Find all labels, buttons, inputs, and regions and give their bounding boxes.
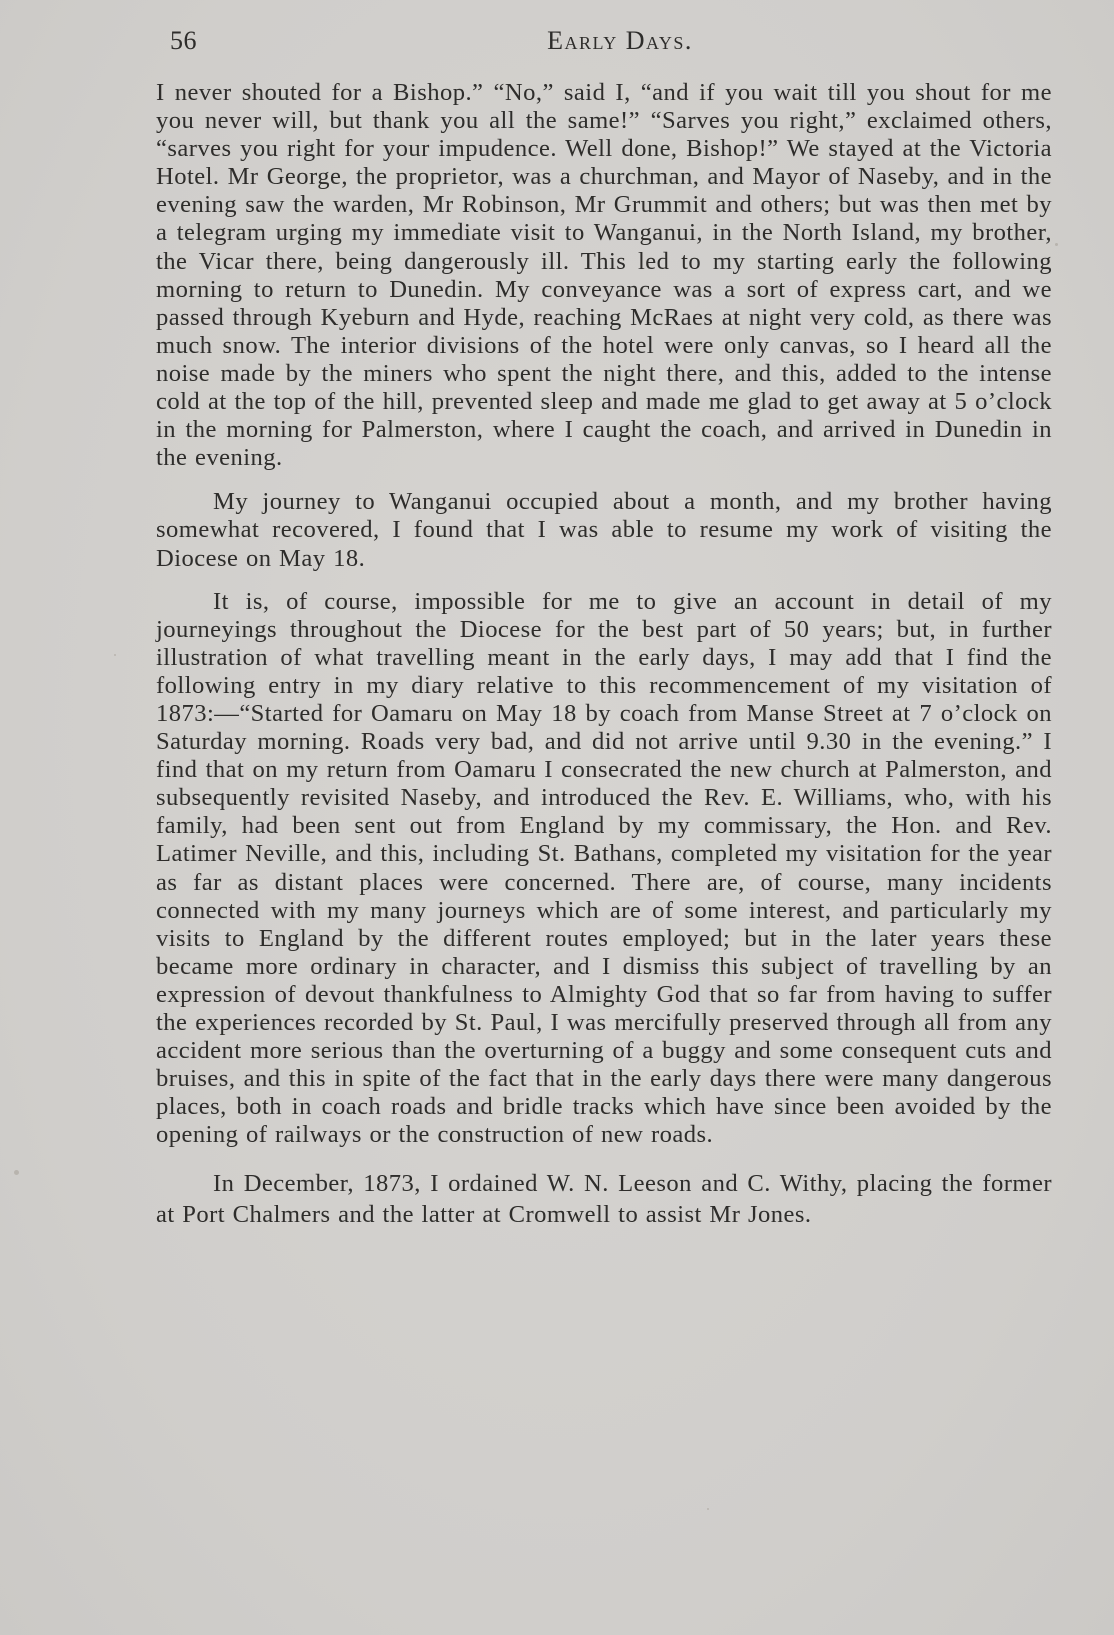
page-header [170, 26, 1040, 60]
paper-speck [114, 654, 116, 656]
paragraph-wanganui-journey: My journey to Wanganui occupied about a month, and my brother having somewhat recovered, I found that I was able to resume my work of visiting the Diocese on May 18. [156, 488, 1052, 572]
body-text [156, 79, 1052, 1230]
paragraph-journeyings: It is, of course, impossible for me to give an account in detail of my journeyings throughout the Diocese for the best part of 50 years; but, in further illustration of what travelling meant in the early days, I may add that I find the following entry in my diary relative to this recommencement of my visitation of 1873:—“Started for Oamaru on May 18 by coach from Manse Street at 7 o’clock on Saturday morning. Roads very bad, and did not arrive until 9.30 in the evening.” I find that on my return from Oamaru I consecrated the new church at Palmerston, and subsequently revisited Naseby, and introduced the Rev. E. Williams, who, with his family, had been sent out from England by my commissary, the Hon. and Rev. Latimer Neville, and this, including St. Bathans, completed my visitation for the year as far as distant places were concerned. There are, of course, many incidents connected with my many journeys which are of some interest, and particularly my visits to England by the different routes employed; but in the later years these became more ordinary in character, and I dismiss this subject of travelling by an expression of devout thankfulness to Almighty God that so far from having to suffer the experiences recorded by St. Paul, I was mercifully preserved through all from any accident more serious than the overturning of a buggy and some consequent cuts and bruises, and this in spite of the fact that in the early days there were many dangerous places, both in coach roads and bridle tracks which have since been avoided by the opening of railways or the construction of new roads. [156, 587, 1052, 1149]
page-number: 56 [170, 26, 197, 55]
paragraph-continuation: I never shouted for a Bishop.” “No,” said I, “and if you wait till you shout for me you never will, but thank you all the same!” “Sarves you right,” exclaimed others, “sarves you right for your impudence. Well done, Bishop!” We stayed at the Victoria Hotel. Mr George, the proprietor, was a churchman, and Mayor of Naseby, and in the evening saw the warden, Mr Robinson, Mr Grummit and others; but was then met by a telegram urging my immediate visit to Wanganui, in the North Island, my brother, the Vicar there, being dangerously ill. This led to my starting early the following morning to return to Dunedin. My conveyance was a sort of express cart, and we passed through Kyeburn and Hyde, reaching McRaes at night very cold, as there was much snow. The interior divisions of the hotel were only canvas, so I heard all the noise made by the miners who spent the night there, and this, added to the intense cold at the top of the hill, prevented sleep and made me glad to get away at 5 o’clock in the morning for Palmerston, where I caught the coach, and arrived in Dunedin in the evening. [156, 79, 1052, 472]
paragraph-ordination: In December, 1873, I ordained W. N. Leeson and C. Withy, placing the former at Port Chalmers and the latter at Cromwell to assist Mr Jones. [156, 1170, 1052, 1229]
paper-speck [1055, 243, 1058, 246]
paper-speck [707, 1508, 709, 1510]
running-head: Early Days. [547, 26, 693, 55]
paper-speck [14, 1170, 19, 1175]
